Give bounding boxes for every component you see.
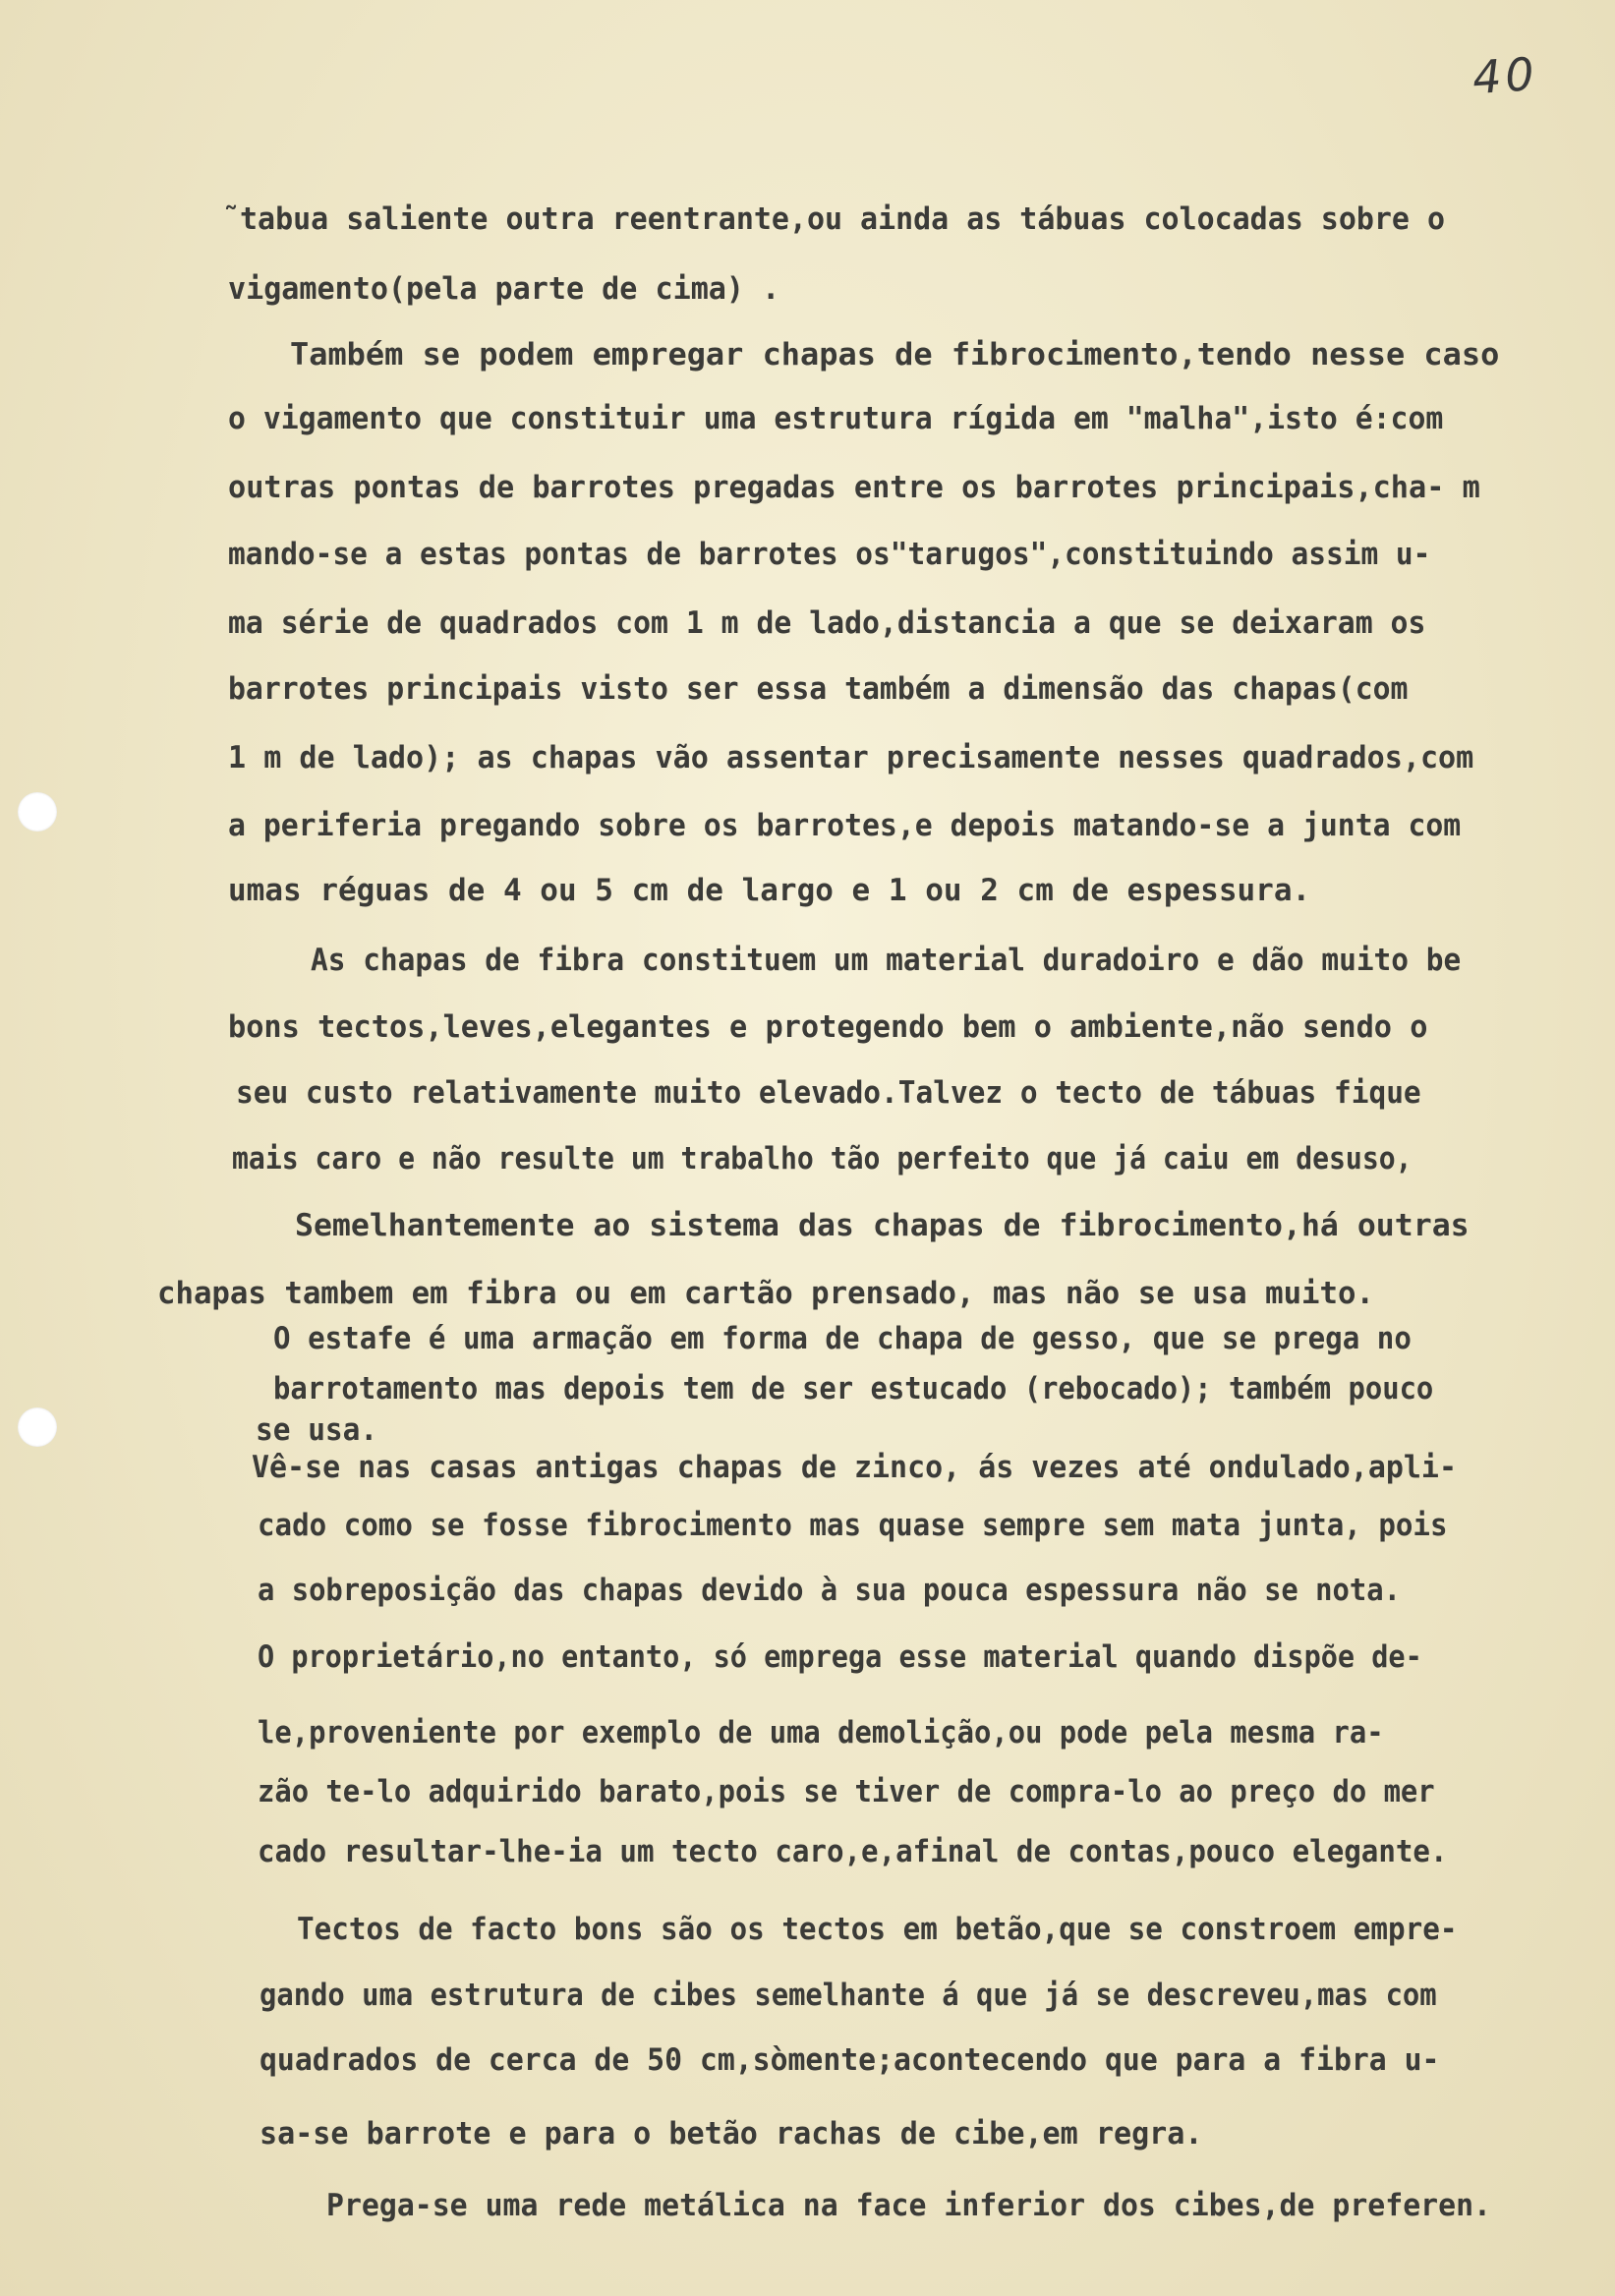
- text-line: gando uma estrutura de cibes semelhante á que já se descreveu,mas com: [260, 1978, 1437, 2013]
- text-line: sa-se barrote e para o betão rachas de cibe,em regra.: [260, 2116, 1203, 2152]
- text-line: mais caro e não resulte um trabalho tão perfeito que já caiu em desuso,: [232, 1141, 1413, 1177]
- text-line: Tectos de facto bons são os tectos em betão,que se constroem empre-: [297, 1912, 1458, 1947]
- text-line: Vê-se nas casas antigas chapas de zinco, ás vezes até ondulado,apli-: [252, 1450, 1457, 1485]
- text-line: O proprietário,no entanto, só emprega esse material quando dispõe de-: [258, 1639, 1422, 1675]
- text-line: o vigamento que constituir uma estrutura rígida em "malha",isto é:com: [228, 401, 1444, 436]
- text-line: a sobreposição das chapas devido à sua pouca espessura não se nota.: [258, 1573, 1401, 1608]
- text-line: a periferia pregando sobre os barrotes,e depois matando-se a junta com: [228, 808, 1462, 843]
- text-line: Prega-se uma rede metálica na face inferior dos cibes,de preferen.: [326, 2188, 1491, 2223]
- text-line: se usa.: [256, 1412, 378, 1448]
- text-line: Semelhantemente ao sistema das chapas de fibrocimento,há outras: [295, 1208, 1470, 1243]
- page-number: 40: [1471, 46, 1540, 105]
- text-line: vigamento(pela parte de cima) .: [228, 271, 780, 307]
- text-line: cado como se fosse fibrocimento mas quase sempre sem mata junta, pois: [258, 1508, 1448, 1543]
- text-line: ma série de quadrados com 1 m de lado,distancia a que se deixaram os: [228, 605, 1426, 641]
- punch-hole-top: [18, 792, 57, 832]
- text-line: 1 m de lado); as chapas vão assentar precisamente nesses quadrados,com: [228, 740, 1474, 775]
- text-line: As chapas de fibra constituem um material duradoiro e dão muito be: [311, 943, 1462, 978]
- text-line: mando-se a estas pontas de barrotes os"tarugos",constituindo assim u-: [228, 537, 1431, 572]
- text-line: quadrados de cerca de 50 cm,sòmente;acontecendo que para a fibra u-: [260, 2042, 1440, 2078]
- text-line: ˜tabua saliente outra reentrante,ou ainda as tábuas colocadas sobre o: [222, 201, 1446, 237]
- text-line: bons tectos,leves,elegantes e protegendo bem o ambiente,não sendo o: [228, 1009, 1428, 1045]
- text-line: le,proveniente por exemplo de uma demolição,ou pode pela mesma ra-: [258, 1715, 1384, 1751]
- text-line: umas réguas de 4 ou 5 cm de largo e 1 ou 2 cm de espessura.: [228, 873, 1311, 908]
- text-line: cado resultar-lhe-ia um tecto caro,e,afinal de contas,pouco elegante.: [258, 1834, 1448, 1869]
- text-line: barrotes principais visto ser essa também a dimensão das chapas(com: [228, 671, 1409, 707]
- punch-hole-bottom: [18, 1407, 57, 1447]
- text-line: outras pontas de barrotes pregadas entre os barrotes principais,cha- m: [228, 470, 1480, 505]
- text-line: chapas tambem em fibra ou em cartão prensado, mas não se usa muito.: [157, 1276, 1374, 1311]
- text-line: Também se podem empregar chapas de fibrocimento,tendo nesse caso: [290, 337, 1500, 373]
- text-line: O estafe é uma armação em forma de chapa de gesso, que se prega no: [273, 1321, 1412, 1356]
- text-line: zão te-lo adquirido barato,pois se tiver de compra-lo ao preço do mer: [258, 1774, 1435, 1809]
- text-line: seu custo relativamente muito elevado.Talvez o tecto de tábuas fique: [236, 1075, 1421, 1111]
- text-line: barrotamento mas depois tem de ser estucado (rebocado); também pouco: [273, 1371, 1434, 1406]
